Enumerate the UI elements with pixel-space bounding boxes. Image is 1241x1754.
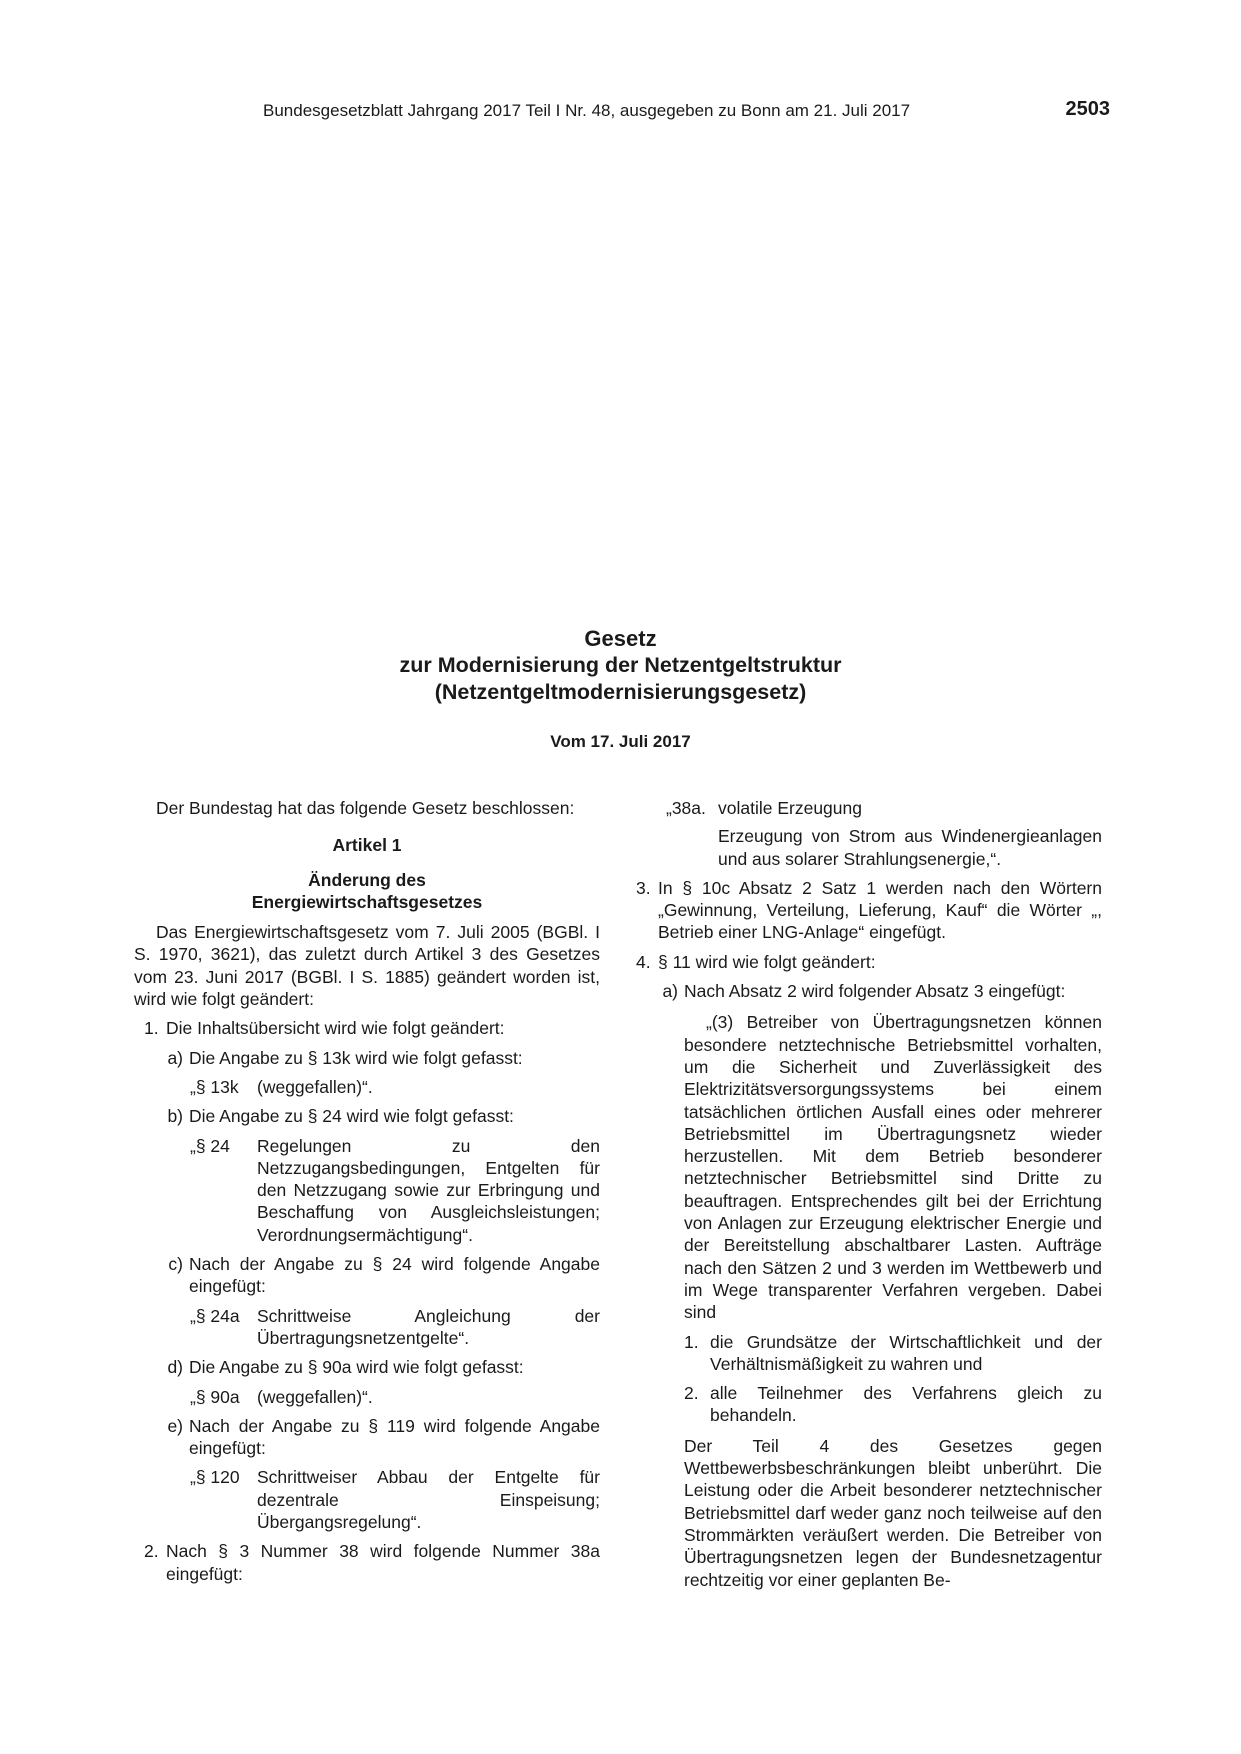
list-item [134,1017,600,1039]
quote-entry [190,1305,600,1350]
sub-item [662,980,1102,1002]
title-line-2: zur Modernisierung der Netzentgeltstruktur [399,653,842,677]
sub-item-letter: a) [167,1047,183,1068]
article-subtitle-1: Änderung des [308,869,426,890]
sub-item-text: Die Angabe zu § 13k wird wie folgt gefasst: [189,1047,523,1068]
definition-body: Erzeugung von Strom aus Windenergieanlagen und aus solarer Strahlungsenergie,“. [718,826,1102,869]
item-text: Nach § 3 Nummer 38 wird folgende Nummer 38a eingefügt: [166,1541,600,1584]
quote-key: „§ 24 [190,1135,230,1156]
right-column [636,797,1102,1591]
item-number: 1. [684,1331,699,1352]
quote-value: Regelungen zu den Netzzugangsbedingungen, Entgelten für den Netzzugang sowie zur Erbringung und Beschaffung von Ausgleichsleistungen; Verordnungsermächtigung“. [257,1135,600,1245]
sub-item-letter: e) [167,1415,183,1436]
quote-key: „38a. [666,798,706,818]
closing-paragraph: Der Teil 4 des Gesetzes gegen Wettbewerbsbeschränkungen bleibt unberührt. Die Leistung oder die Arbeit besonderer netztechnischer Betriebsmittel darf weder ganz noch teilweise auf den Strommärkten veräußert werden. Die Betreiber von Übertragungsnetzen legen der Bundesnetzagentur rechtzeitig vor einer geplanten Be- [684,1435,1102,1590]
title-line-3: (Netzentgeltmodernisierungsgesetz) [434,680,807,704]
preamble: Der Bundestag hat das folgende Gesetz beschlossen: [156,798,575,818]
item-number: 2. [144,1541,159,1562]
list-item [684,1382,1102,1427]
sub-item-text: Nach der Angabe zu § 119 wird folgende Angabe eingefügt: [189,1415,600,1459]
left-column [134,797,600,1585]
article-intro: Das Energiewirtschaftsgesetz vom 7. Juli 2005 (BGBl. I S. 1970, 3621), das zuletzt durch Artikel 3 des Gesetzes vom 23. Juni 2017 (BGBl. I S. 1885) geändert worden ist, wird wie folgt geändert: [134,922,600,1010]
item-text: alle Teilnehmer des Verfahrens gleich zu behandeln. [710,1383,1102,1426]
quote-key: „§ 120 [190,1467,240,1488]
sub-item [167,1415,600,1460]
quote-entry [190,1135,600,1246]
item-number: 1. [144,1018,159,1039]
date-line: Vom 17. Juli 2017 [550,732,691,751]
law-title [0,625,1241,706]
quote-key: „§ 13k [190,1076,239,1097]
sub-item-text: Nach der Angabe zu § 24 wird folgende Angabe eingefügt: [189,1254,600,1297]
sub-item-letter: a) [662,981,678,1002]
sub-item-text: Nach Absatz 2 wird folgender Absatz 3 eingefügt: [684,981,1066,1002]
running-header [263,100,1123,122]
sub-item [167,1356,600,1378]
sub-item-letter: c) [168,1254,183,1275]
list-item [636,877,1102,944]
item-number: 2. [684,1383,699,1404]
sub-item-letter: b) [167,1106,183,1127]
list-item [134,1540,600,1585]
sub-item-text: Die Angabe zu § 90a wird wie folgt gefasst: [189,1357,524,1378]
paragraph-3: „(3) Betreiber von Übertragungsnetzen können besondere netztechnische Betriebsmittel vorhalten, um die Sicherheit und Zuverlässigkeit des Elektrizitätsversorgungssystems bei einem tatsächlichen örtlichen Ausfall eines oder mehrerer Betriebsmittel im Übertragungsnetz wieder herzustellen. Mit dem Betrieb besonderer netztechnischer Betriebsmittel sind Dritte zu beauftragen. Entsprechendes gilt bei der Errichtung von Anlagen zur Erzeugung elektrischer Energie und der Bereitstellung abschaltbarer Lasten. Aufträge nach den Sätzen 2 und 3 werden im Wettbewerb und im Wege transparenter Verfahren vergeben. Dabei sind [684,1012,1102,1323]
quote-key: „§ 24a [190,1305,240,1326]
list-item [684,1331,1102,1376]
quote-entry [666,797,1102,819]
quote-value: Schrittweiser Abbau der Entgelte für dezentrale Einspeisung; Übergangsregelung“. [257,1467,600,1533]
sub-item-text: Die Angabe zu § 24 wird wie folgt gefasst: [189,1106,514,1127]
item-text: § 11 wird wie folgt geändert: [658,951,876,972]
title-line-1: Gesetz [584,626,657,651]
sub-item [167,1105,600,1127]
quote-entry [190,1466,600,1533]
quote-entry [190,1386,600,1408]
quote-entry [190,1076,600,1098]
sub-item-letter: d) [167,1357,183,1378]
quote-value: (weggefallen)“. [257,1386,373,1407]
list-item [636,951,1102,973]
item-number: 4. [636,951,651,972]
item-text: die Grundsätze der Wirtschaftlichkeit und der Verhältnismäßigkeit zu wahren und [710,1331,1102,1374]
article-heading: Artikel 1 [332,835,402,856]
item-text: Die Inhaltsübersicht wird wie folgt geändert: [166,1018,505,1039]
page-number: 2503 [1065,98,1110,120]
running-title: Bundesgesetzblatt Jahrgang 2017 Teil I Nr. 48, ausgegeben zu Bonn am 21. Juli 2017 [263,101,911,120]
quote-value: (weggefallen)“. [257,1076,373,1097]
item-number: 3. [636,877,651,898]
sub-item [167,1253,600,1298]
item-text: In § 10c Absatz 2 Satz 1 werden nach den Wörtern „Gewinnung, Verteilung, Lieferung, Kauf“ die Wörter „, Betrieb einer LNG-Anlage“ eingefügt. [658,877,1102,943]
quote-value: volatile Erzeugung [718,798,862,818]
quote-value: Schrittweise Angleichung der Übertragungsnetzentgelte“. [257,1305,600,1348]
quote-key: „§ 90a [190,1386,240,1407]
sub-item [167,1047,600,1069]
article-subtitle-2: Energiewirtschaftsgesetzes [251,891,483,912]
